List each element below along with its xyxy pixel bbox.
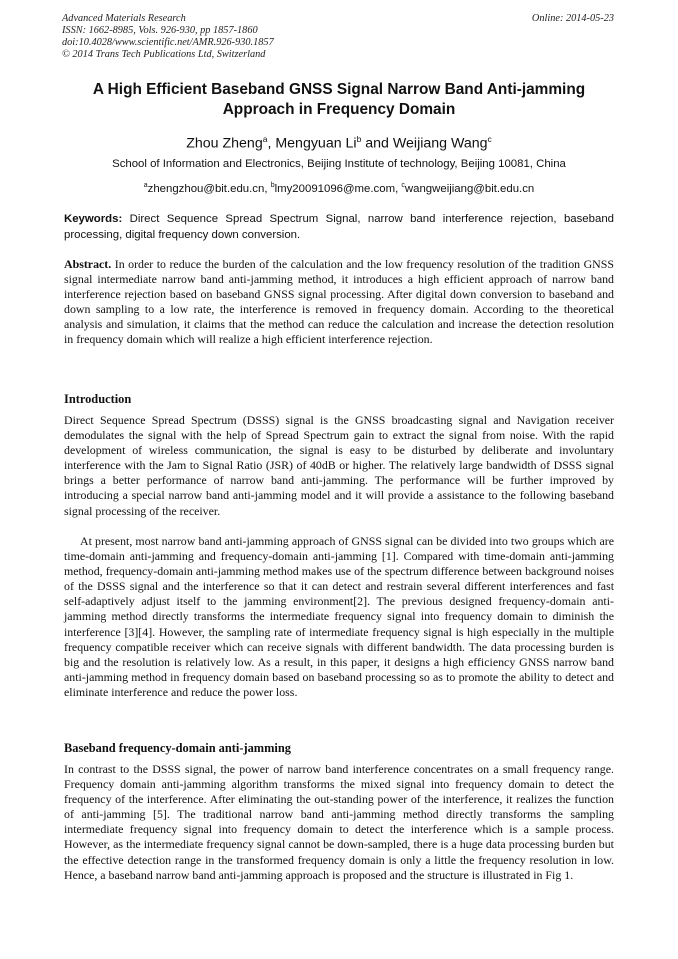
keywords-text: Direct Sequence Spread Spectrum Signal, narrow band interference rejection, baseband processing, digital frequency down conversion.	[64, 213, 614, 241]
abstract-text: In order to reduce the burden of the calculation and the low frequency resolution of the tradition GNSS signal intermediate narrow band anti-jamming method, it introduces a high efficient approach of narrow band interference rejection based on baseband GNSS signal processing. After digital down conversion to baseband and down sampling to a low rate, the interference is removed in frequency domain. According to the theoretical analysis and simulation, it claims that the method can reduce the calculation and increase the detection resolution in frequency domain which will realize a high efficient interference rejection.	[64, 257, 614, 347]
paper-title	[60, 80, 618, 120]
author-superscript: a	[262, 134, 268, 144]
journal-header	[62, 13, 274, 61]
email-link[interactable]: wangweijiang@bit.edu.cn	[404, 182, 535, 195]
author-list	[60, 130, 618, 153]
title-line-1: A High Efficient Baseband GNSS Signal Narrow Band Anti-jamming	[92, 81, 586, 98]
author-name: Weijiang Wang	[392, 135, 488, 152]
issn-line: ISSN: 1662-8985, Vols. 926-930, pp 1857-1860	[62, 25, 258, 36]
title-line-2: Approach in Frequency Domain	[222, 101, 456, 118]
author-emails	[60, 179, 618, 196]
author-name: Zhou Zheng	[186, 135, 263, 152]
section-heading-introduction: Introduction	[64, 392, 132, 406]
author-separator: ,	[267, 135, 276, 152]
copyright-line: © 2014 Trans Tech Publications Ltd, Switzerland	[62, 49, 266, 60]
online-date: Online: 2014-05-23	[531, 13, 614, 24]
email-link[interactable]: zhengzhou@bit.edu.cn	[147, 182, 265, 195]
email-superscript: a	[143, 182, 148, 189]
section-heading-baseband: Baseband frequency-domain anti-jamming	[64, 741, 291, 755]
intro-paragraph-1: Direct Sequence Spread Spectrum (DSSS) signal is the GNSS broadcasting signal and Navigation receiver demodulates the signal with the help of Spread Spectrum gain to extract the signal from noise. With the rapid development of wireless communication, the signal is easy to be disturbed by deliberate and involuntary interference with the Jam to Signal Ratio (JSR) of 40dB or higher. The relatively large bandwidth of DSSS signal brings a better performance of narrow band anti-jamming. The performance will be further improved by introducing a special narrow band anti-jamming model and it will provide a assistance to the following baseband signal processing of the receiver.	[64, 413, 614, 518]
intro-paragraph-2: At present, most narrow band anti-jamming approach of GNSS signal can be divided into two groups which are time-domain anti-jamming and frequency-domain anti-jamming [1]. Compared with time-domain anti-jamming method, frequency-domain anti-jamming method makes use of the spectrum difference between background noises of the DSSS signal and the interference so that it can detect and restrain several different interferences and fast self-adaptively adjust itself to the jamming environment[2]. The previous designed frequency-domain anti-jamming method directly transforms the intermediate frequency signal into frequency domain to diminish the interference [3][4]. However, the sampling rate of intermediate frequency signal is high especially in the multiple frequency compatible receiver which can receive signals with different bandwidth. The data processing burden is big and the resolution is relatively low. As a result, in this paper, it designs a high efficiency GNSS narrow band anti-jamming method in frequency domain based on baseband processing so as to promote the ability to detect and eliminate interference and reduce the power loss.	[64, 534, 614, 699]
keywords-label: Keywords:	[64, 213, 123, 225]
journal-name: Advanced Materials Research	[62, 13, 186, 24]
abstract-paragraph	[64, 257, 614, 348]
author-superscript: b	[356, 134, 362, 144]
author-separator: and	[361, 135, 393, 152]
email-separator: ,	[395, 182, 402, 195]
email-separator: ,	[264, 182, 271, 195]
abstract-label: Abstract.	[64, 257, 112, 271]
author-name: Mengyuan Li	[275, 135, 357, 152]
email-superscript: c	[401, 182, 405, 189]
baseband-paragraph-1: In contrast to the DSSS signal, the power of narrow band interference concentrates on a small frequency range. Frequency domain anti-jamming algorithm transforms the mixed signal into frequency domain to detect the frequency of the interference. After eliminating the out-standing power of the interference, it realizes the function of anti-jamming [5]. The traditional narrow band anti-jamming method directly transforms the sampling intermediate frequency signal into frequency domain to detect the interference which is a sample process. However, as the intermediate frequency signal cannot be down-sampled, there is a huge data processing burden but the effective detection range in the transformed frequency domain is only a little the frequency resolution in low. Hence, a baseband narrow band anti-jamming approach is proposed and the structure is illustrated in Fig 1.	[64, 762, 614, 882]
email-superscript: b	[270, 182, 275, 189]
author-superscript: c	[487, 134, 492, 144]
affiliation: School of Information and Electronics, Beijing Institute of technology, Beijing 10081, China	[112, 158, 566, 170]
doi-line: doi:10.4028/www.scientific.net/AMR.926-930.1857	[62, 37, 274, 48]
email-link[interactable]: lmy20091096@me.com	[274, 182, 396, 195]
keywords-block	[64, 212, 614, 244]
